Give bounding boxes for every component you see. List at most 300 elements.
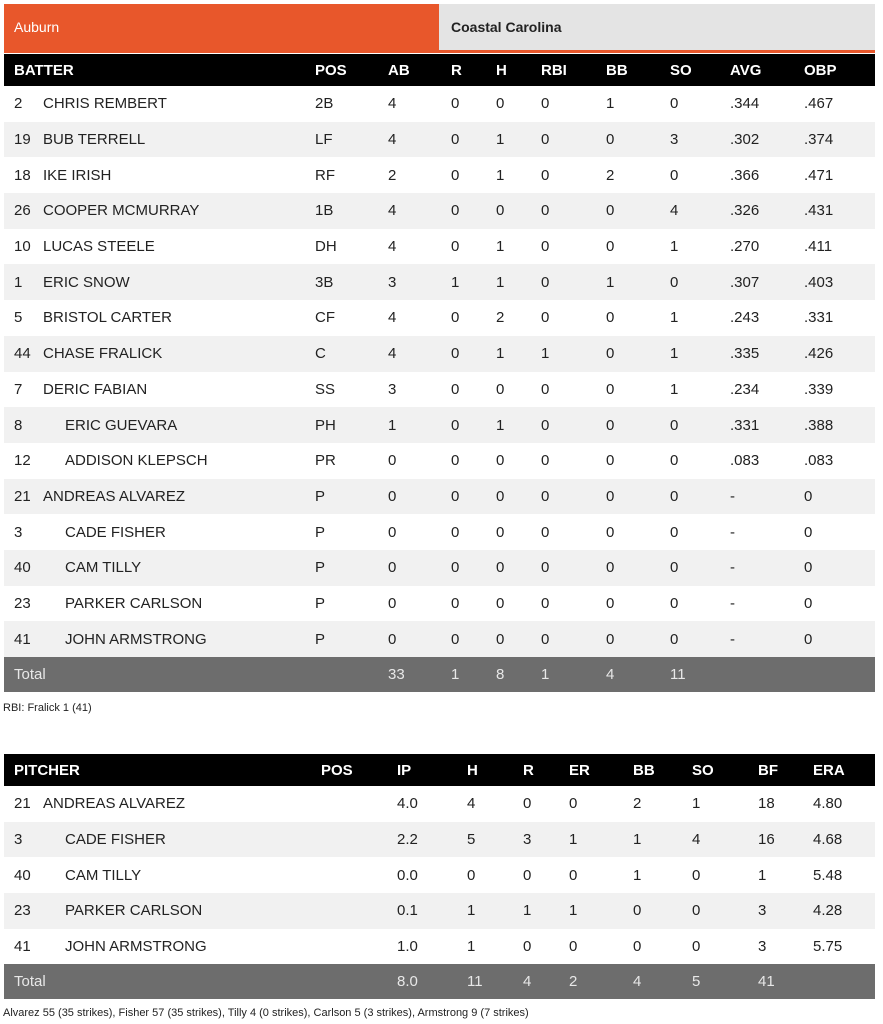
- stat-r: 0: [451, 621, 496, 657]
- stat-ab: 0: [388, 479, 451, 515]
- player-number: 41: [4, 929, 43, 965]
- total-h: 8: [496, 657, 541, 692]
- stat-pos: 1B: [315, 193, 388, 229]
- stat-obp: .331: [804, 300, 875, 336]
- total-label: Total: [4, 657, 315, 692]
- stat-r: 3: [523, 822, 569, 858]
- stat-h: 0: [496, 621, 541, 657]
- total-so: 11: [670, 657, 730, 692]
- stat-bf: 16: [758, 822, 813, 858]
- stat-bb: 2: [606, 157, 670, 193]
- stat-bf: 3: [758, 893, 813, 929]
- stat-so: 0: [670, 586, 730, 622]
- stat-ab: 0: [388, 443, 451, 479]
- stat-bb: 0: [606, 621, 670, 657]
- batter-row: [4, 193, 875, 229]
- stat-bb: 0: [633, 929, 692, 965]
- stat-ab: 2: [388, 157, 451, 193]
- stat-bf: 3: [758, 929, 813, 965]
- player-number: 40: [4, 550, 43, 586]
- batting-total-row: [4, 657, 875, 692]
- stat-rbi: 0: [541, 621, 606, 657]
- stat-avg: .307: [730, 264, 804, 300]
- batter-row: [4, 336, 875, 372]
- stat-so: 1: [670, 372, 730, 408]
- stat-so: 1: [670, 300, 730, 336]
- stat-obp: 0: [804, 621, 875, 657]
- stat-pos: [321, 786, 397, 822]
- stat-obp: .403: [804, 264, 875, 300]
- stat-h: 0: [496, 550, 541, 586]
- stat-ip: 0.1: [397, 893, 467, 929]
- stat-ab: 3: [388, 264, 451, 300]
- pitcher-row: [4, 857, 875, 893]
- batter-row: [4, 229, 875, 265]
- player-name: CADE FISHER: [43, 822, 321, 858]
- batter-row: [4, 122, 875, 158]
- player-number: 23: [4, 893, 43, 929]
- header-pos: POS: [321, 754, 397, 786]
- header-so: SO: [692, 754, 758, 786]
- rbi-note: RBI: Fralick 1 (41): [3, 702, 92, 714]
- stat-ab: 4: [388, 229, 451, 265]
- total-pos: [321, 964, 397, 999]
- header-batter: BATTER: [4, 54, 315, 86]
- stat-r: 0: [451, 586, 496, 622]
- player-number: 2: [4, 86, 43, 122]
- stat-r: 0: [451, 193, 496, 229]
- stat-h: 1: [496, 229, 541, 265]
- batter-row: [4, 514, 875, 550]
- stat-r: 0: [451, 372, 496, 408]
- stat-ab: 3: [388, 372, 451, 408]
- stat-bf: 18: [758, 786, 813, 822]
- stat-bb: 1: [633, 822, 692, 858]
- stat-avg: -: [730, 514, 804, 550]
- stat-rbi: 0: [541, 372, 606, 408]
- player-number: 1: [4, 264, 43, 300]
- stat-r: 0: [451, 336, 496, 372]
- stat-bb: 1: [606, 86, 670, 122]
- stat-so: 0: [670, 443, 730, 479]
- player-number: 40: [4, 857, 43, 893]
- total-obp: [804, 657, 875, 692]
- total-era: [813, 964, 875, 999]
- stat-avg: .234: [730, 372, 804, 408]
- pitcher-row: [4, 893, 875, 929]
- pitcher-row: [4, 786, 875, 822]
- stat-h: 0: [496, 193, 541, 229]
- stat-rbi: 0: [541, 86, 606, 122]
- stat-pos: [321, 893, 397, 929]
- stat-era: 4.68: [813, 822, 875, 858]
- tab-auburn[interactable]: Auburn: [4, 4, 439, 50]
- player-number: 3: [4, 514, 43, 550]
- total-so: 5: [692, 964, 758, 999]
- header-so: SO: [670, 54, 730, 86]
- stat-rbi: 0: [541, 550, 606, 586]
- stat-bb: 0: [606, 372, 670, 408]
- stat-r: 0: [451, 157, 496, 193]
- stat-bb: 0: [606, 300, 670, 336]
- stat-r: 1: [451, 264, 496, 300]
- pitcher-row: [4, 822, 875, 858]
- stat-rbi: 0: [541, 514, 606, 550]
- stat-r: 0: [451, 443, 496, 479]
- stat-obp: .083: [804, 443, 875, 479]
- stat-bb: 1: [633, 857, 692, 893]
- batting-header-row: [4, 54, 875, 86]
- stat-avg: .344: [730, 86, 804, 122]
- stat-era: 5.75: [813, 929, 875, 965]
- stat-ab: 0: [388, 550, 451, 586]
- stat-er: 1: [569, 822, 633, 858]
- player-number: 21: [4, 479, 43, 515]
- stat-bb: 0: [606, 407, 670, 443]
- stat-ab: 4: [388, 336, 451, 372]
- stat-ip: 2.2: [397, 822, 467, 858]
- stat-obp: .388: [804, 407, 875, 443]
- stat-so: 0: [670, 86, 730, 122]
- stat-avg: -: [730, 621, 804, 657]
- stat-h: 1: [467, 893, 523, 929]
- stat-h: 1: [496, 407, 541, 443]
- stat-so: 4: [670, 193, 730, 229]
- stat-er: 1: [569, 893, 633, 929]
- batter-row: [4, 407, 875, 443]
- stat-r: 0: [451, 407, 496, 443]
- stat-ip: 1.0: [397, 929, 467, 965]
- stat-era: 4.28: [813, 893, 875, 929]
- header-h: H: [496, 54, 541, 86]
- player-name: PARKER CARLSON: [43, 586, 315, 622]
- stat-obp: 0: [804, 479, 875, 515]
- stat-so: 0: [692, 857, 758, 893]
- player-name: JOHN ARMSTRONG: [43, 621, 315, 657]
- batting-body: [4, 86, 875, 657]
- header-pos: POS: [315, 54, 388, 86]
- stat-obp: .411: [804, 229, 875, 265]
- stat-rbi: 0: [541, 407, 606, 443]
- header-er: ER: [569, 754, 633, 786]
- pitching-table: [4, 754, 875, 999]
- header-bf: BF: [758, 754, 813, 786]
- stat-era: 4.80: [813, 786, 875, 822]
- stat-r: 0: [523, 857, 569, 893]
- total-bb: 4: [633, 964, 692, 999]
- stat-rbi: 0: [541, 229, 606, 265]
- stat-ab: 4: [388, 193, 451, 229]
- stat-bb: 0: [606, 550, 670, 586]
- batter-row: [4, 621, 875, 657]
- player-name: CAM TILLY: [43, 550, 315, 586]
- stat-obp: .471: [804, 157, 875, 193]
- stat-pos: P: [315, 550, 388, 586]
- pitcher-row: [4, 929, 875, 965]
- stat-obp: 0: [804, 514, 875, 550]
- stat-bb: 0: [606, 443, 670, 479]
- player-number: 3: [4, 822, 43, 858]
- stat-h: 0: [496, 586, 541, 622]
- stat-so: 0: [670, 479, 730, 515]
- player-name: BUB TERRELL: [43, 122, 315, 158]
- stat-r: 1: [523, 893, 569, 929]
- pitching-header-row: [4, 754, 875, 786]
- header-avg: AVG: [730, 54, 804, 86]
- stat-bb: 2: [633, 786, 692, 822]
- team-tabs: [4, 4, 875, 50]
- pitching-body: [4, 786, 875, 964]
- total-pos: [315, 657, 388, 692]
- stat-pos: CF: [315, 300, 388, 336]
- stat-pos: RF: [315, 157, 388, 193]
- batter-row: [4, 86, 875, 122]
- stat-h: 0: [467, 857, 523, 893]
- total-ab: 33: [388, 657, 451, 692]
- stat-h: 0: [496, 514, 541, 550]
- stat-ab: 4: [388, 86, 451, 122]
- player-name: CAM TILLY: [43, 857, 321, 893]
- pitch-count-note: Alvarez 55 (35 strikes), Fisher 57 (35 strikes), Tilly 4 (0 strikes), Carlson 5 (3 strikes), Armstrong 9 (7 strikes): [3, 1007, 529, 1019]
- stat-avg: .243: [730, 300, 804, 336]
- pitching-total-row: [4, 964, 875, 999]
- stat-so: 1: [670, 336, 730, 372]
- stat-bb: 0: [606, 122, 670, 158]
- stat-h: 5: [467, 822, 523, 858]
- stat-rbi: 0: [541, 157, 606, 193]
- stat-er: 0: [569, 857, 633, 893]
- stat-ab: 0: [388, 586, 451, 622]
- player-number: 26: [4, 193, 43, 229]
- player-number: 21: [4, 786, 43, 822]
- header-era: ERA: [813, 754, 875, 786]
- total-er: 2: [569, 964, 633, 999]
- player-name: ADDISON KLEPSCH: [43, 443, 315, 479]
- stat-so: 0: [670, 514, 730, 550]
- stat-r: 0: [451, 122, 496, 158]
- tab-underline: [4, 50, 875, 53]
- stat-pos: 3B: [315, 264, 388, 300]
- stat-r: 0: [451, 514, 496, 550]
- stat-avg: .331: [730, 407, 804, 443]
- stat-pos: P: [315, 586, 388, 622]
- header-obp: OBP: [804, 54, 875, 86]
- stat-obp: .339: [804, 372, 875, 408]
- header-ip: IP: [397, 754, 467, 786]
- player-name: BRISTOL CARTER: [43, 300, 315, 336]
- batter-row: [4, 550, 875, 586]
- stat-pos: LF: [315, 122, 388, 158]
- stat-ab: 0: [388, 514, 451, 550]
- stat-bb: 1: [606, 264, 670, 300]
- stat-ab: 4: [388, 300, 451, 336]
- header-r: R: [523, 754, 569, 786]
- stat-h: 0: [496, 372, 541, 408]
- stat-h: 0: [496, 479, 541, 515]
- stat-so: 1: [692, 786, 758, 822]
- total-bf: 41: [758, 964, 813, 999]
- stat-pos: SS: [315, 372, 388, 408]
- stat-so: 1: [670, 229, 730, 265]
- total-label: Total: [4, 964, 321, 999]
- player-number: 5: [4, 300, 43, 336]
- stat-obp: .426: [804, 336, 875, 372]
- player-name: ERIC SNOW: [43, 264, 315, 300]
- header-bb: BB: [606, 54, 670, 86]
- batter-row: [4, 300, 875, 336]
- stat-ab: 0: [388, 621, 451, 657]
- stat-h: 1: [496, 336, 541, 372]
- player-number: 23: [4, 586, 43, 622]
- player-name: LUCAS STEELE: [43, 229, 315, 265]
- player-name: CHASE FRALICK: [43, 336, 315, 372]
- player-number: 12: [4, 443, 43, 479]
- stat-r: 0: [523, 786, 569, 822]
- stat-bb: 0: [633, 893, 692, 929]
- stat-avg: -: [730, 479, 804, 515]
- tab-coastal-carolina[interactable]: Coastal Carolina: [439, 4, 875, 50]
- stat-obp: .467: [804, 86, 875, 122]
- header-ab: AB: [388, 54, 451, 86]
- stat-so: 0: [670, 157, 730, 193]
- stat-avg: -: [730, 586, 804, 622]
- stat-h: 1: [496, 264, 541, 300]
- stat-avg: .366: [730, 157, 804, 193]
- stat-obp: 0: [804, 586, 875, 622]
- header-h: H: [467, 754, 523, 786]
- stat-rbi: 0: [541, 443, 606, 479]
- stat-rbi: 0: [541, 479, 606, 515]
- stat-er: 0: [569, 786, 633, 822]
- stat-avg: .326: [730, 193, 804, 229]
- stat-avg: .335: [730, 336, 804, 372]
- stat-obp: 0: [804, 550, 875, 586]
- player-number: 19: [4, 122, 43, 158]
- stat-bf: 1: [758, 857, 813, 893]
- stat-rbi: 0: [541, 264, 606, 300]
- player-name: ERIC GUEVARA: [43, 407, 315, 443]
- stat-so: 4: [692, 822, 758, 858]
- stat-pos: DH: [315, 229, 388, 265]
- total-r: 1: [451, 657, 496, 692]
- stat-rbi: 0: [541, 193, 606, 229]
- player-name: ANDREAS ALVAREZ: [43, 479, 315, 515]
- stat-pos: P: [315, 514, 388, 550]
- player-name: DERIC FABIAN: [43, 372, 315, 408]
- stat-avg: .270: [730, 229, 804, 265]
- stat-pos: [321, 929, 397, 965]
- stat-rbi: 1: [541, 336, 606, 372]
- stat-pos: P: [315, 479, 388, 515]
- stat-h: 0: [496, 86, 541, 122]
- player-name: ANDREAS ALVAREZ: [43, 786, 321, 822]
- stat-bb: 0: [606, 514, 670, 550]
- stat-h: 1: [496, 157, 541, 193]
- total-bb: 4: [606, 657, 670, 692]
- stat-so: 0: [670, 264, 730, 300]
- player-number: 18: [4, 157, 43, 193]
- total-r: 4: [523, 964, 569, 999]
- stat-bb: 0: [606, 336, 670, 372]
- stat-h: 1: [467, 929, 523, 965]
- total-rbi: 1: [541, 657, 606, 692]
- player-number: 10: [4, 229, 43, 265]
- batter-row: [4, 372, 875, 408]
- header-r: R: [451, 54, 496, 86]
- stat-avg: -: [730, 550, 804, 586]
- stat-r: 0: [451, 300, 496, 336]
- stat-ip: 0.0: [397, 857, 467, 893]
- stat-bb: 0: [606, 586, 670, 622]
- stat-so: 0: [670, 407, 730, 443]
- player-name: PARKER CARLSON: [43, 893, 321, 929]
- stat-pos: [321, 822, 397, 858]
- stat-r: 0: [451, 86, 496, 122]
- stat-avg: .083: [730, 443, 804, 479]
- stat-avg: .302: [730, 122, 804, 158]
- stat-so: 0: [692, 929, 758, 965]
- stat-pos: 2B: [315, 86, 388, 122]
- total-ip: 8.0: [397, 964, 467, 999]
- player-name: IKE IRISH: [43, 157, 315, 193]
- stat-obp: .431: [804, 193, 875, 229]
- stat-r: 0: [523, 929, 569, 965]
- header-pitcher: PITCHER: [4, 754, 321, 786]
- batter-row: [4, 443, 875, 479]
- stat-bb: 0: [606, 193, 670, 229]
- stat-h: 2: [496, 300, 541, 336]
- stat-h: 0: [496, 443, 541, 479]
- player-name: COOPER MCMURRAY: [43, 193, 315, 229]
- stat-r: 0: [451, 479, 496, 515]
- total-h: 11: [467, 964, 523, 999]
- stat-pos: C: [315, 336, 388, 372]
- header-rbi: RBI: [541, 54, 606, 86]
- stat-h: 1: [496, 122, 541, 158]
- stat-rbi: 0: [541, 586, 606, 622]
- stat-so: 0: [670, 550, 730, 586]
- stat-so: 0: [670, 621, 730, 657]
- stat-era: 5.48: [813, 857, 875, 893]
- player-name: CHRIS REMBERT: [43, 86, 315, 122]
- stat-ab: 1: [388, 407, 451, 443]
- player-number: 41: [4, 621, 43, 657]
- stat-pos: PR: [315, 443, 388, 479]
- player-number: 8: [4, 407, 43, 443]
- stat-pos: [321, 857, 397, 893]
- stat-rbi: 0: [541, 300, 606, 336]
- stat-ab: 4: [388, 122, 451, 158]
- batter-row: [4, 157, 875, 193]
- stat-so: 3: [670, 122, 730, 158]
- batter-row: [4, 586, 875, 622]
- stat-rbi: 0: [541, 122, 606, 158]
- header-bb: BB: [633, 754, 692, 786]
- batting-table: [4, 54, 875, 692]
- stat-er: 0: [569, 929, 633, 965]
- stat-pos: PH: [315, 407, 388, 443]
- batter-row: [4, 479, 875, 515]
- player-number: 44: [4, 336, 43, 372]
- stat-so: 0: [692, 893, 758, 929]
- player-name: CADE FISHER: [43, 514, 315, 550]
- stat-bb: 0: [606, 479, 670, 515]
- total-avg: [730, 657, 804, 692]
- stat-r: 0: [451, 550, 496, 586]
- stat-ip: 4.0: [397, 786, 467, 822]
- stat-r: 0: [451, 229, 496, 265]
- stat-obp: .374: [804, 122, 875, 158]
